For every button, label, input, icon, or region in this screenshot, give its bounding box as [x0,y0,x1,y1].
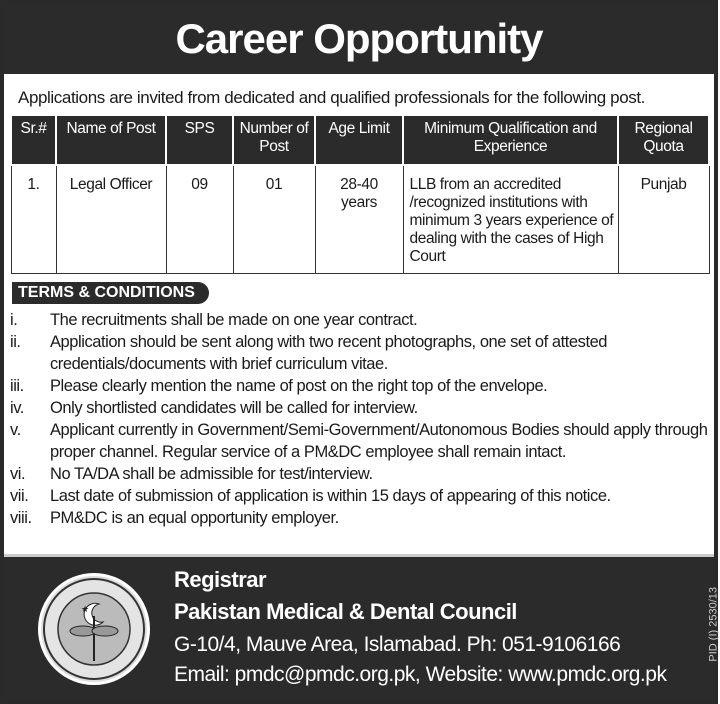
footer-address: G-10/4, Mauve Area, Islamabad. Ph: 051-9106166 [174,633,621,656]
term-item [10,397,714,419]
col-header: Name of Post [56,115,166,165]
term-number: vii. [10,487,29,505]
svg-text:★: ★ [81,604,90,614]
term-text: Only shortlisted candidates will be called for interview. [50,399,418,417]
cell-number: 01 [233,165,315,273]
cell-quota: Punjab [618,165,709,273]
term-item [10,375,714,397]
pid-number: PID (I) 2530/13 [708,587,720,662]
term-item [10,485,714,507]
term-text: Last date of submission of application is within 15 days of appearing of this notice. [50,487,611,505]
table-row [11,165,709,273]
term-number: viii. [10,509,32,527]
col-header: SPS [166,115,233,165]
term-item [10,463,714,485]
col-header: Sr.# [11,115,56,165]
cell-post: Legal Officer [56,165,166,273]
term-number: vi. [10,465,26,483]
cell-age: 28-40 years [315,165,403,273]
term-number: iv. [10,399,24,417]
intro-text: Applications are invited from dedicated and qualified professionals for the following post. [18,88,645,107]
col-header: Age Limit [315,115,403,165]
table-header-row [11,115,709,165]
cell-qualification: LLB from an accredited /recognized institutions with minimum 3 years experience of dealing with the cases of High Court [403,165,618,273]
footer-contact: Email: pmdc@pmdc.org.pk, Website: www.pmdc.org.pk [174,663,667,686]
term-text: Please clearly mention the name of post on the right top of the envelope. [50,377,548,395]
footer-org: Pakistan Medical & Dental Council [174,599,517,624]
col-header: Minimum Qualification and Experience [403,115,618,165]
posts-table [10,114,710,274]
term-item [10,331,714,375]
term-text: Applicant currently in Government/Semi-Government/Autonomous Bodies should apply through proper channel. Regular service of a PM&DC employee shall remain intact. [50,421,708,461]
term-text: PM&DC is an equal opportunity employer. [50,509,339,527]
term-number: v. [10,421,21,439]
term-item [10,309,714,331]
footer-role: Registrar [174,567,267,592]
term-number: i. [10,311,18,329]
col-header: Regional Quota [618,115,709,165]
term-text: Application should be sent along with two recent photographs, one set of attested credentials/documents with brief curriculum vitae. [50,333,608,373]
pmdc-seal-logo [38,573,150,685]
col-header: Number of Post [233,115,315,165]
terms-list [10,309,714,529]
term-number: iii. [10,377,24,395]
terms-heading: TERMS & CONDITIONS [12,282,209,304]
term-item [10,419,714,463]
term-text: The recruitments shall be made on one year contract. [50,311,418,329]
cell-sr: 1. [11,165,56,273]
cell-sps: 09 [166,165,233,273]
term-item [10,507,714,529]
footer [4,554,720,700]
term-text: No TA/DA shall be admissible for test/interview. [50,465,373,483]
term-number: ii. [10,333,21,351]
page-title: Career Opportunity [4,4,714,74]
